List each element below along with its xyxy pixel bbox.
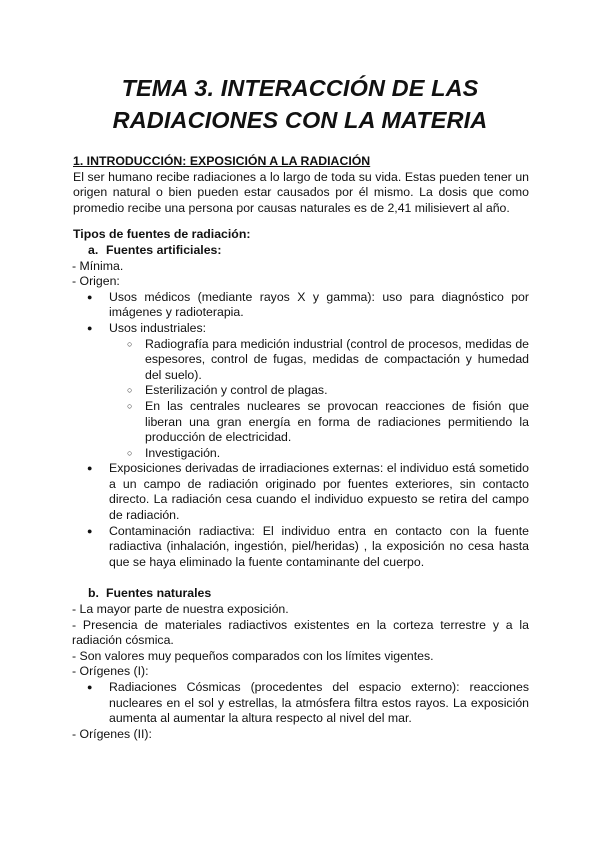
list-item-cosmic: ● Radiaciones Cósmicas (procedentes del espacio externo): reacciones nucleares en el sol y estrellas, la atmósfera filtra estos rayos. La exposición aumenta al aumentar la altura respecto al nivel del mar.	[73, 680, 529, 727]
title-line-1: TEMA 3. INTERACCIÓN DE LAS	[121, 75, 479, 101]
sublist-item-nuclear: ○ En las centrales nucleares se provocan reacciones de fisión que liberan una gran energía en forma de radiaciones permitiendo la producción de electricidad.	[73, 399, 529, 446]
sources-heading: Tipos de fuentes de radiación:	[73, 227, 251, 242]
natural-title: Fuentes naturales	[106, 586, 212, 601]
section-heading: 1. INTRODUCCIÓN: EXPOSICIÓN A LA RADIACIÓN	[73, 154, 371, 168]
sublist-item-research: ○ Investigación.	[73, 446, 529, 462]
sublist-item-radiography: ○ Radiografía para medición industrial (control de procesos, medidas de espesores, control de fugas, medidas de compactación y humedad del suelo).	[73, 337, 529, 384]
spacer	[73, 570, 529, 586]
natural-line-exposure: - La mayor parte de nuestra exposición.	[72, 602, 289, 617]
title-line-2: RADIACIONES CON LA MATERIA	[112, 107, 488, 133]
artificial-title: Fuentes artificiales:	[106, 242, 222, 257]
artificial-label: a.	[88, 242, 99, 257]
document-body	[73, 154, 529, 742]
natural-origin-list	[73, 680, 529, 727]
natural-line-materials: - Presencia de materiales radiactivos existentes en la corteza terrestre y a la radiación cósmica.	[72, 617, 529, 648]
sublist-item-sterilization: ○ Esterilización y control de plagas.	[73, 383, 529, 399]
list-item-medical: ● Usos médicos (mediante rayos X y gamma): uso para diagnóstico por imágenes y radioterapia.	[73, 290, 529, 321]
natural-label: b.	[88, 586, 99, 601]
natural-line-origins-2: - Orígenes (II):	[72, 726, 152, 741]
natural-heading	[73, 586, 529, 602]
artificial-line-origin: - Origen:	[72, 274, 120, 289]
artificial-line-minimal: - Mínima.	[72, 258, 124, 273]
natural-line-values: - Son valores muy pequeños comparados con los límites vigentes.	[72, 648, 434, 663]
industrial-sublist	[109, 337, 529, 462]
artificial-origin-list	[73, 290, 529, 571]
natural-line-origins-1: - Orígenes (I):	[72, 664, 149, 679]
industrial-label: Usos industriales:	[109, 320, 207, 335]
list-item-contamination: ● Contaminación radiactiva: El individuo entra en contacto con la fuente radiactiva (inhalación, ingestión, piel/heridas) , la exposición no cesa hasta que se haya eliminado la fuente contaminante del cuerpo.	[73, 524, 529, 571]
intro-paragraph: El ser humano recibe radiaciones a lo largo de toda su vida. Estas pueden tener un origen natural o bien pueden estar causados por él mismo. La dosis que como promedio recibe una persona por causas naturales es de 2,41 milisievert al año.	[73, 169, 529, 215]
list-item-industrial	[73, 321, 529, 461]
document-title	[0, 72, 600, 136]
artificial-heading	[73, 243, 529, 259]
list-item-external: ● Exposiciones derivadas de irradiaciones externas: el individuo está sometido a un campo de radiación originado por fuentes exteriores, sin contacto directo. La radiación cesa cuando el individuo expuesto se retira del campo de radiación.	[73, 461, 529, 523]
